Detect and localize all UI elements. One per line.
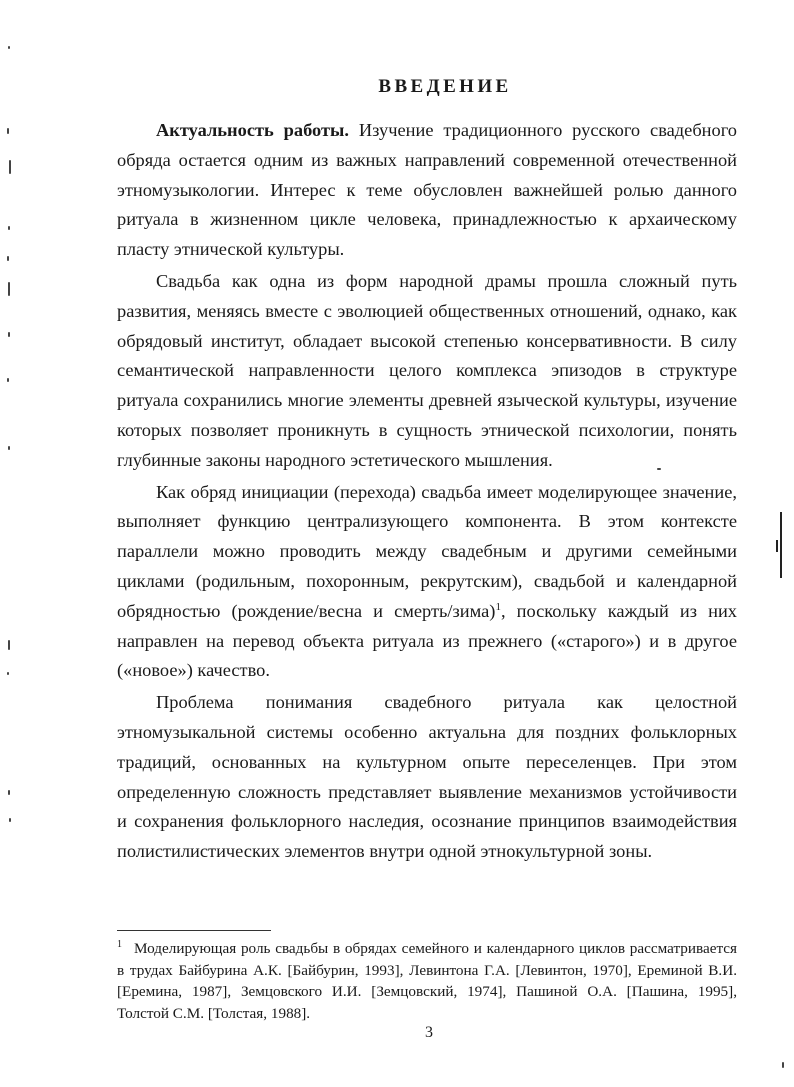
paragraph-relevance: [117, 116, 737, 265]
scan-speck: [9, 160, 11, 174]
paragraph-wedding-drama: Свадьба как одна из форм народной драмы прошла сложный путь развития, меняясь вместе с эволюцией общественных отношений, однако, как обрядовый институт, обладает высокой степенью консервативности. В силу семантической направленности целого комплекса эпизодов в структуре ритуала сохранились многие элементы древней языческой культуры, изучение которых позволяет проникнуть в сущность этнической психологии, понять глубинные законы народного эстетического мышления.: [117, 270, 737, 470]
scan-margin-line: [776, 540, 778, 552]
paragraph-lead: Актуальность работы.: [156, 120, 349, 140]
footnote-divider: [117, 930, 271, 931]
scan-speck: [8, 640, 10, 650]
footnote: [117, 938, 737, 1024]
scan-speck: [9, 818, 11, 822]
scan-speck: [782, 1062, 784, 1068]
scan-speck: [8, 332, 10, 337]
scan-speck: [7, 256, 9, 261]
scan-speck: [8, 282, 10, 296]
footnote-text: Моделирующая роль свадьбы в обрядах семейного и календарного циклов рассматривается в трудах Байбурина А.К. [Байбурин, 1993], Левинтона Г.А. [Левинтон, 1970], Ереминой В.И. [Еремина, 1987], Земцовского И.И. [Земцовский, 1974], Пашиной О.А. [Пашина, 1995], Толстой С.М. [Толстая, 1988].: [117, 940, 737, 1022]
paragraph-text: Изучение традиционного русского свадебного обряда остается одним из важных направлений современной отечественной этномузыкологии. Интерес к теме обусловлен важнейшей ролью данного ритуала в жизненном цикле человека, принадлежностью к архаическому пласту этнической культуры.: [117, 120, 737, 260]
paragraph-initiation: [117, 478, 737, 687]
footnote-mark: 1: [117, 938, 122, 950]
scan-speck: [657, 468, 661, 470]
paragraph-problem: Проблема понимания свадебного ритуала как целостной этномузыкальной системы особенно актуальна для поздних фольклорных традиций, основанных на культурном опыте переселенцев. При этом определенную сложность представляет выявление механизмов устойчивости и сохранения фольклорного наследия, осознание принципов взаимодействия полистилистических элементов внутри одной этнокультурной зоны.: [117, 692, 737, 862]
paragraph-text: Как обряд инициации (перехода) свадьба имеет моделирующее значение, выполняет функцию централизующего компонента. В этом контексте параллели можно проводить между свадебным и другими семейными циклами (родильным, похоронным, рекрутским), свадьбой и календарной обрядностью (рождение/весна и смерть/зима): [117, 481, 737, 621]
scan-speck: [8, 226, 10, 230]
scan-margin-line: [780, 512, 782, 578]
scan-speck: [7, 378, 9, 382]
scan-speck: [7, 672, 9, 675]
scan-speck: [7, 128, 9, 134]
page-heading: ВВЕДЕНИЕ: [378, 76, 512, 97]
page-number: 3: [425, 1024, 433, 1041]
scan-speck: [8, 446, 10, 450]
main-text: [117, 116, 737, 869]
paragraph-text: , поскольку каждый из них направлен на перевод объекта ритуала из прежнего («старого») и в другое («новое») качество.: [117, 600, 737, 681]
scan-speck: [8, 790, 10, 795]
footnote-reference[interactable]: 1: [495, 600, 501, 613]
scan-speck: [8, 46, 10, 49]
